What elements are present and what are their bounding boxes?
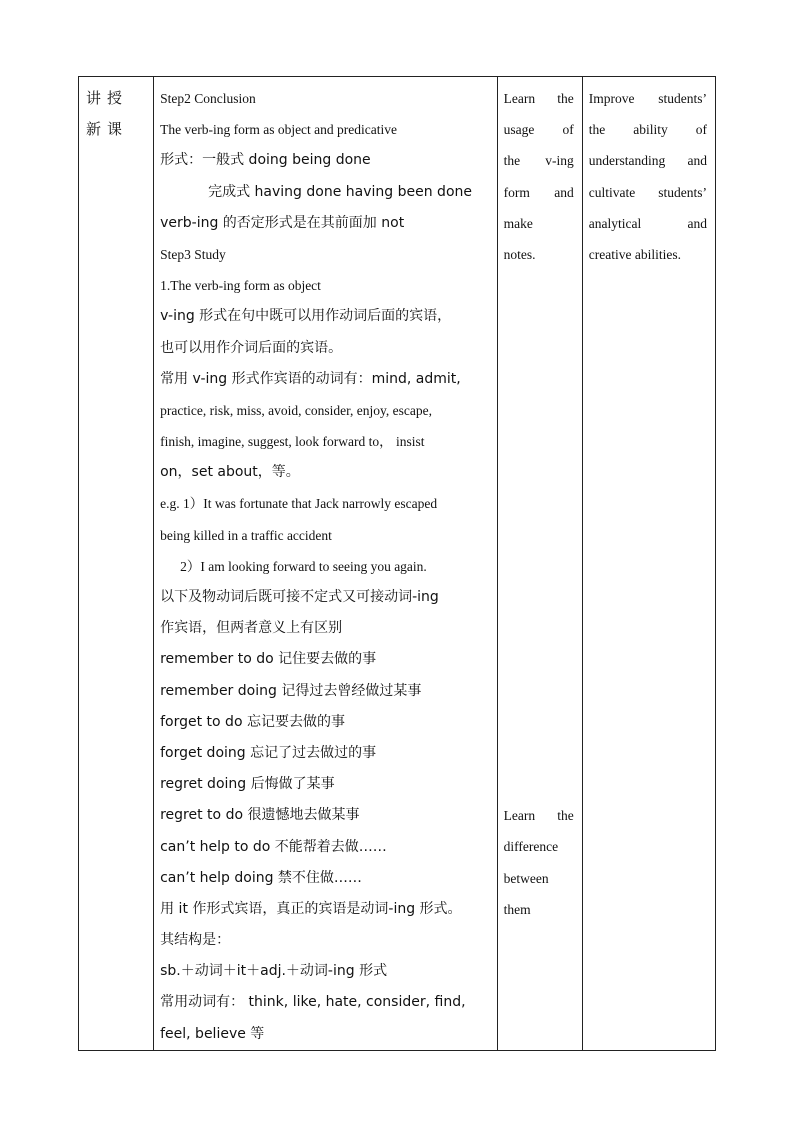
- content-line: regret doing 后悔做了某事: [160, 776, 335, 793]
- content-line: e.g. 1）It was fortunate that Jack narrowly escaped: [160, 496, 438, 512]
- student-activity-line: difference: [503, 839, 559, 855]
- content-line: can’t help doing 禁不住做……: [160, 869, 362, 886]
- table-row: [79, 77, 716, 1051]
- purpose-line: Improve students’: [588, 91, 707, 106]
- content-line: finish, imagine, suggest, look forward to， insist: [160, 434, 425, 450]
- student-activity-line: form and: [503, 184, 574, 200]
- teaching-content-cell: [154, 77, 498, 1051]
- student-activity-cell: [497, 77, 582, 1051]
- lesson-plan-table: [78, 76, 716, 1051]
- content-line: remember to do 记住要去做的事: [160, 651, 377, 668]
- content-line: 作宾语，但两者意义上有区别: [160, 620, 343, 637]
- purpose-line: the ability of: [588, 122, 707, 138]
- content-line: 形式：一般式 doing being done: [160, 152, 371, 169]
- content-line: Step3 Study: [160, 246, 226, 262]
- content-line: sb.＋动词＋it＋adj.＋动词-ing 形式: [160, 963, 388, 980]
- purpose-line: understanding and: [588, 153, 707, 169]
- content-line: Step2 Conclusion: [160, 91, 256, 106]
- student-activity-line: make: [503, 215, 533, 231]
- purpose-line: analytical and: [588, 215, 707, 231]
- student-activity-line: Learn the: [503, 808, 574, 824]
- content-line: 2）I am looking forward to seeing you again.: [180, 558, 427, 574]
- content-line: verb-ing 的否定形式是在其前面加 not: [160, 214, 405, 231]
- stage-label: 讲授新课: [86, 89, 129, 139]
- student-activity-line: the v-ing: [503, 153, 574, 169]
- content-line: 常用 v-ing 形式作宾语的动词有：mind, admit,: [160, 370, 461, 387]
- student-activity-line: Learn the: [503, 91, 574, 106]
- content-line: forget doing 忘记了过去做过的事: [160, 744, 377, 761]
- student-activity-line: them: [503, 901, 531, 917]
- content-line: regret to do 很遗憾地去做某事: [160, 807, 360, 824]
- content-line: being killed in a traffic accident: [160, 527, 332, 543]
- content-line: on，set about，等。: [160, 464, 300, 481]
- content-line: remember doing 记得过去曾经做过某事: [160, 682, 422, 699]
- content-line: forget to do 忘记要去做的事: [160, 713, 345, 730]
- content-line: 以下及物动词后既可接不定式又可接动词-ing: [160, 589, 439, 605]
- purpose-line: creative abilities.: [588, 246, 681, 262]
- student-activity-line: usage of: [503, 122, 574, 138]
- stage-cell: [79, 77, 154, 1051]
- content-line: 用 it 作形式宾语，真正的宾语是动词-ing 形式。: [160, 900, 462, 917]
- content-line: can’t help to do 不能帮着去做……: [160, 838, 387, 855]
- content-line: v-ing 形式在句中既可以用作动词后面的宾语，: [160, 308, 452, 325]
- student-activity-line: notes.: [503, 246, 536, 262]
- content-line: 1.The verb-ing form as object: [160, 278, 321, 294]
- content-line: 常用动词有： think, like, hate, consider, find,: [160, 994, 466, 1011]
- content-line: 也可以用作介词后面的宾语。: [160, 339, 343, 356]
- content-line: practice, risk, miss, avoid, consider, enjoy, escape,: [160, 402, 432, 418]
- content-line: 完成式 having done having been done: [208, 183, 472, 200]
- content-line: The verb-ing form as object and predicative: [160, 122, 398, 138]
- content-line: feel, believe 等: [160, 1025, 265, 1042]
- student-activity-line: between: [503, 870, 549, 886]
- purpose-line: cultivate students’: [588, 184, 707, 200]
- content-line: 其结构是：: [160, 932, 231, 949]
- spacer: [504, 270, 574, 800]
- design-purpose-cell: [582, 77, 715, 1051]
